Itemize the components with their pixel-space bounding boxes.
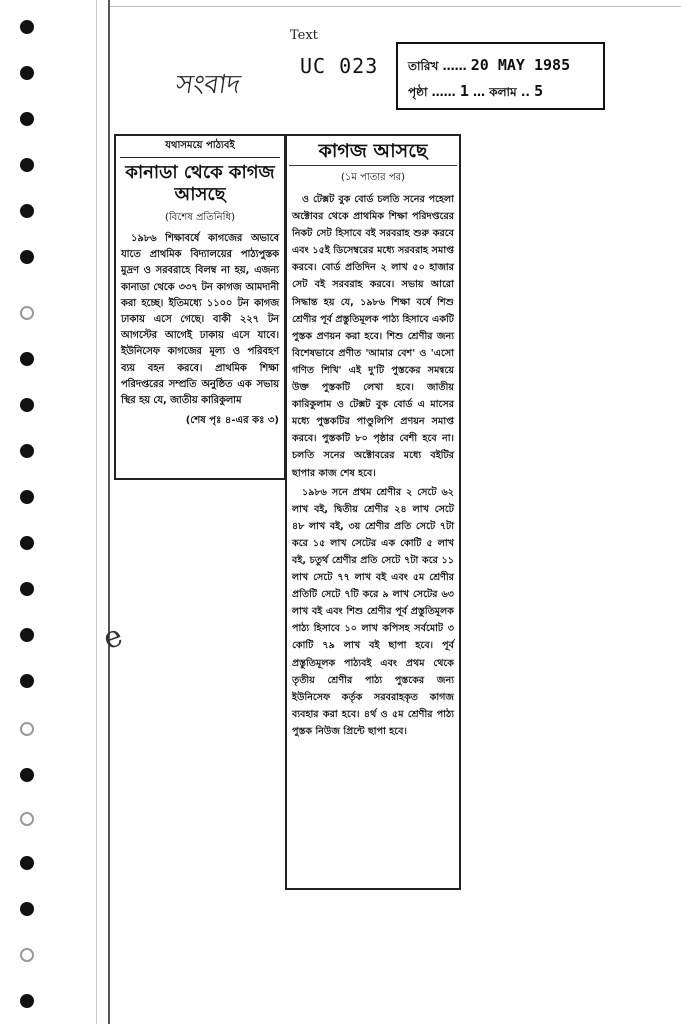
margin-rule [108, 0, 110, 1024]
binder-hole [20, 812, 34, 826]
binder-hole [20, 948, 34, 962]
binder-hole [20, 306, 34, 320]
binder-hole [20, 250, 34, 264]
binder-hole [20, 444, 34, 458]
clipping-headline: কানাডা থেকে কাগজ আসছে [125, 162, 275, 205]
continuation-note: (শেষ পৃঃ ৪-এর কঃ ৩) [185, 415, 279, 427]
clipping-kicker: যথাসময়ে পাঠ্যবই [120, 136, 280, 158]
clipping-paragraph: ১৯৮৬ শিক্ষাবর্ষে কাগজের অভাবে যাতে প্রাথমিক বিদ্যালয়ের পাঠ্যপুস্তক মুদ্রণ ও সরবরাহে বিলম্ব না হয়, এজন্য কানাডা থেকে ৩৩৭ টন কাগজ আমদানী করা হচ্ছে। ইতিমধ্যে ১১০০ টন কাগজ ঢাকায় এসে গেছে। বাকী ২২৭ টন আগস্টের আগেই ঢাকায় এসে যাবে। ইউনিসেফ কাগজের মূল্য ও পরিবহণ ব্যয় বহন করবে। প্রাথমিক শিক্ষা পরিদপ্তরের সম্প্রতি অনুষ্ঠিত এক সভায় স্থির হয় যে, জাতীয় কারিকুলাম [121, 233, 279, 407]
margin-rule [96, 0, 97, 1024]
newspaper-clipping-continued [285, 134, 461, 890]
binder-hole [20, 722, 34, 736]
binder-hole [20, 994, 34, 1008]
source-handwriting: সংবাদ [174, 70, 243, 100]
binder-hole [20, 582, 34, 596]
text-note: Text [290, 28, 318, 43]
clipping-headline: কাগজ আসছে [289, 140, 457, 166]
binder-hole [20, 628, 34, 642]
stamp-page-row: পৃষ্ঠা …… 1 … কলাম .. 5 [408, 82, 544, 100]
binder-holes [0, 0, 60, 1024]
stamp-page-label: পৃষ্ঠা [408, 85, 428, 99]
binder-hole [20, 536, 34, 550]
top-rule [110, 6, 681, 7]
binder-hole [20, 112, 34, 126]
binder-hole [20, 490, 34, 504]
clipping-paragraph: ও টেক্সট বুক বোর্ড চলতি সনের পহেলা অক্টোবর থেকে প্রাথমিক শিক্ষা পরিদপ্তরের নিকট সেট হিসাবে বই সরবরাহ শুরু করবে এবং ১৫ই ডিসেম্বরের মধ্যে সরবরাহ সমাপ্ত করবে। বোর্ড প্রতিদিন ২ লাখ ৫০ হাজার সেট বই সরবরাহ করবে। সভায় আরো সিদ্ধান্ত হয় যে, ১৯৮৬ শিক্ষা বর্ষে শিশু শ্রেণীর পূর্ব প্রস্তুতিমূলক পাঠ্য হিসাবে একটি পুস্তক প্রণয়ন করা হবে। শিশু শ্রেণীর জন্য বিশেষভাবে প্রণীত 'আমার বেশ' ও 'এসো গণিত শিখি' এই দু'টি পুস্তকের সমন্বয়ে উক্ত পুস্তকটি লেখা হবে। জাতীয় কারিকুলাম ও টেক্সট বুক বোর্ড এ মাসের মধ্যে পুস্তকটির পাণ্ডুলিপি প্রণয়ন সমাপ্ত করবে। পুস্তকটি ৮০ পৃষ্ঠার বেশী হবে না। চলতি সনের অক্টোবরের মধ্যে বইটির ছাপার কাজ শেষ হবে। [292, 194, 454, 479]
continued-from-note: (১ম পাতার পর) [340, 172, 406, 183]
clipping-paragraph: ১৯৮৬ সনে প্রথম শ্রেণীর ২ সেটে ৬২ লাখ বই, দ্বিতীয় শ্রেণীর ২৪ লাখ সেটে ৪৮ লাখ বই, ৩য় শ্রেণীর প্রতি সেটে ৭টা করে ১৫ লাখ সেটের এক কোটি ৫ লাখ বই, চতুর্থ শ্রেণীর প্রতি সেটে ৭টা করে ১১ লাখ সেটে ৭৭ লাখ বই এবং ৫ম শ্রেণীর প্রতিটি সেটে ৭টি করে ৯ লাখ সেটের ৬৩ লাখ বই এবং শিশু শ্রেণীর পূর্ব প্রস্তুতিমূলক পাঠ্য হিসাবে ১০ লাখ কপিসহ সর্বমোট ৩ কোটি ৭৯ লাখ বই ছাপা হবে। পূর্ব প্রস্তুতিমূলক পাঠ্যবই এবং প্রথম থেকে তৃতীয় শ্রেণীর পাঠ্য পুস্তকের জন্য ইউনিসেফ কর্তৃক সরবরাহকৃত কাগজ ব্যবহার করা হবে। ৪র্থ ও ৫ম শ্রেণীর পাঠ্য পুস্তক নিউজ প্রিন্টে ছাপা হবে। [292, 486, 454, 737]
binder-hole [20, 768, 34, 782]
binder-hole [20, 398, 34, 412]
newspaper-clipping-front [114, 134, 286, 480]
binder-hole [20, 352, 34, 366]
binder-hole [20, 20, 34, 34]
date-stamp [396, 42, 605, 110]
stamp-date-label: তারিখ [408, 59, 439, 73]
stamp-column-value: 5 [534, 82, 544, 100]
clipping-body [287, 191, 459, 740]
stamp-page-value: 1 [459, 82, 469, 100]
binder-hole [20, 902, 34, 916]
stamp-date-value: 20 MAY 1985 [470, 56, 571, 74]
stamp-date-row: তারিখ …… 20 MAY 1985 [408, 56, 571, 74]
binder-hole [20, 204, 34, 218]
binder-hole [20, 856, 34, 870]
stamp-column-label: কলাম [489, 85, 517, 99]
clipping-byline: (বিশেষ প্রতিনিধি) [165, 212, 235, 223]
binder-hole [20, 66, 34, 80]
binder-hole [20, 158, 34, 172]
margin-mark: e [98, 618, 128, 657]
clipping-body [116, 231, 284, 409]
binder-hole [20, 674, 34, 688]
uc-number: UC 023 [300, 54, 379, 78]
